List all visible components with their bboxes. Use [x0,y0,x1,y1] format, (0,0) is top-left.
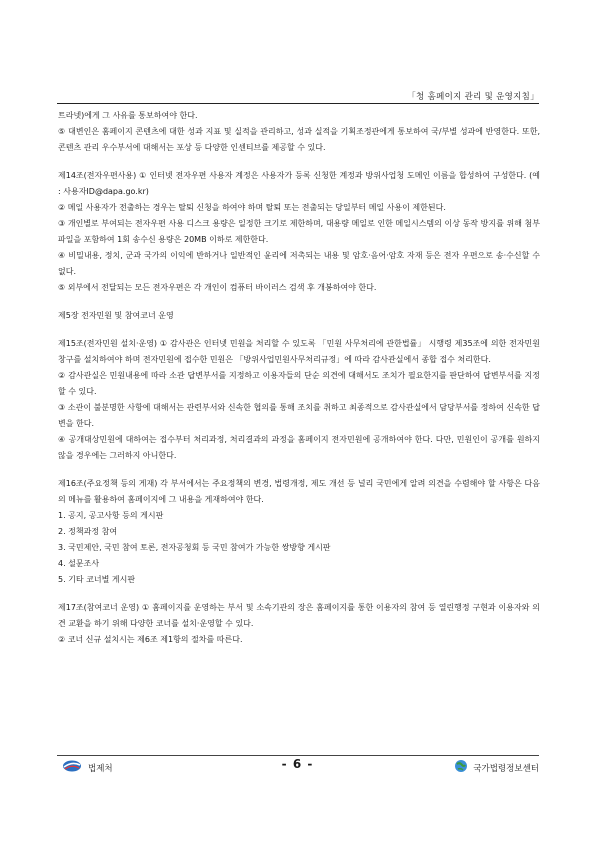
article-16: 제16조(주요정책 등의 게재) 각 부서에서는 주요정책의 변경, 법령개정, 제도 개선 등 널리 국민에게 알려 의견을 수렴해야 할 사항은 다음의 메뉴를 활용하여 홈페이지에 그 내용을 게재하여야 한다. [58,479,540,504]
globe-icon [454,759,468,776]
list-item: 4. 설문조사 [58,559,100,568]
footer-left-label: 법제처 [88,763,113,774]
running-header: 「청 홈페이지 관리 및 운영지침」 [407,92,539,102]
paragraph: ⑤ 외부에서 전달되는 모든 전자우편은 각 개인이 컴퓨터 바이러스 검색 후 개봉하여야 한다. [58,283,377,292]
list-item: 1. 공지, 공고사항 등의 게시판 [58,511,164,520]
list-item: 2. 정책과정 참여 [58,527,118,536]
list-item: 5. 기타 코너별 게시판 [58,575,136,584]
paragraph: ⑤ 대변인은 홈페이지 콘텐츠에 대한 성과 지표 및 실적을 관리하고, 성과 실적을 기획조정관에게 통보하여 국/부별 성과에 반영한다. 또한, 콘텐츠 관리 우수부서에 대해서는 포상 등 다양한 인센티브를 제공할 수 있다. [58,127,540,152]
header-divider [57,103,539,104]
article-17: 제17조(참여코너 운영) ① 홈페이지를 운영하는 부서 및 소속기관의 장은 홈페이지를 통한 이용자의 참여 등 열린행정 구현과 이용자와 의견 교환을 하기 위해 다양한 코너를 설치·운영할 수 있다. [58,603,540,628]
footer-divider [57,755,539,756]
page-number: - 6 - [281,757,314,771]
paragraph: 트라넷)에게 그 사유를 통보하여야 한다. [58,111,198,120]
paragraph: ④ 공개대상민원에 대하여는 접수부터 처리과정, 처리결과의 과정을 홈페이지 전자민원에 공개하여야 한다. 다만, 민원인이 공개를 원하지 않을 경우에는 그러하지 아니한다. [58,435,540,460]
footer-right-label: 국가법령정보센터 [473,763,539,774]
list-item: 3. 국민제안, 국민 참여 토론, 전자공청회 등 국민 참여가 가능한 쌍방향 게시판 [58,543,331,552]
chapter-heading: 제5장 전자민원 및 참여코너 운영 [58,311,174,320]
footer-right [454,759,539,776]
paragraph: ② 코너 신규 설치시는 제6조 제1항의 절차를 따른다. [58,635,243,644]
paragraph: ③ 개인별로 부여되는 전자우편 사용 디스크 용량은 일정한 크기로 제한하며, 대용량 메일로 인한 메일시스템의 이상 동작 방지를 위해 첨부 파일을 포함하여 1회 송수신 용량은 20MB 이하로 제한한다. [58,219,540,244]
paragraph: ④ 비밀내용, 정치, 군과 국가의 이익에 반하거나 일반적인 윤리에 저촉되는 내용 및 암호·음어·암호 자재 등은 전자 우편으로 송·수신할 수 없다. [58,251,540,276]
paragraph: ③ 소관이 불분명한 사항에 대해서는 관련부서와 신속한 협의를 통해 조치를 취하고 최종적으로 감사관실에서 담당부서를 정하여 신속한 답변을 한다. [58,403,540,428]
article-14: 제14조(전자우편사용) ① 인터넷 전자우편 사용자 계정은 사용자가 등록 신청한 계정과 방위사업청 도메인 이름을 합성하여 구성한다. (예 : 사용자ID@dapa.go.kr) [58,171,540,196]
article-15: 제15조(전자민원 설치·운영) ① 감사관은 인터넷 민원을 처리할 수 있도록 「민원 사무처리에 관한법률」 시행령 제35조에 의한 전자민원창구를 설치하여야 하며 전자민원에 접수한 민원은 「방위사업민원사무처리규정」에 따라 감사관실에서 종합 접수 처리한다. [58,339,540,364]
paragraph: ② 메일 사용자가 전출하는 경우는 탈퇴 신청을 하여야 하며 탈퇴 또는 전출되는 당일부터 메일 사용이 제한된다. [58,203,446,212]
paragraph: ② 감사관실은 민원내용에 따라 소관 답변부서를 지정하고 이용자들의 단순 의견에 대해서도 조치가 필요한지를 판단하여 답변부서를 지정할 수 있다. [58,371,540,396]
document-body [58,108,540,648]
